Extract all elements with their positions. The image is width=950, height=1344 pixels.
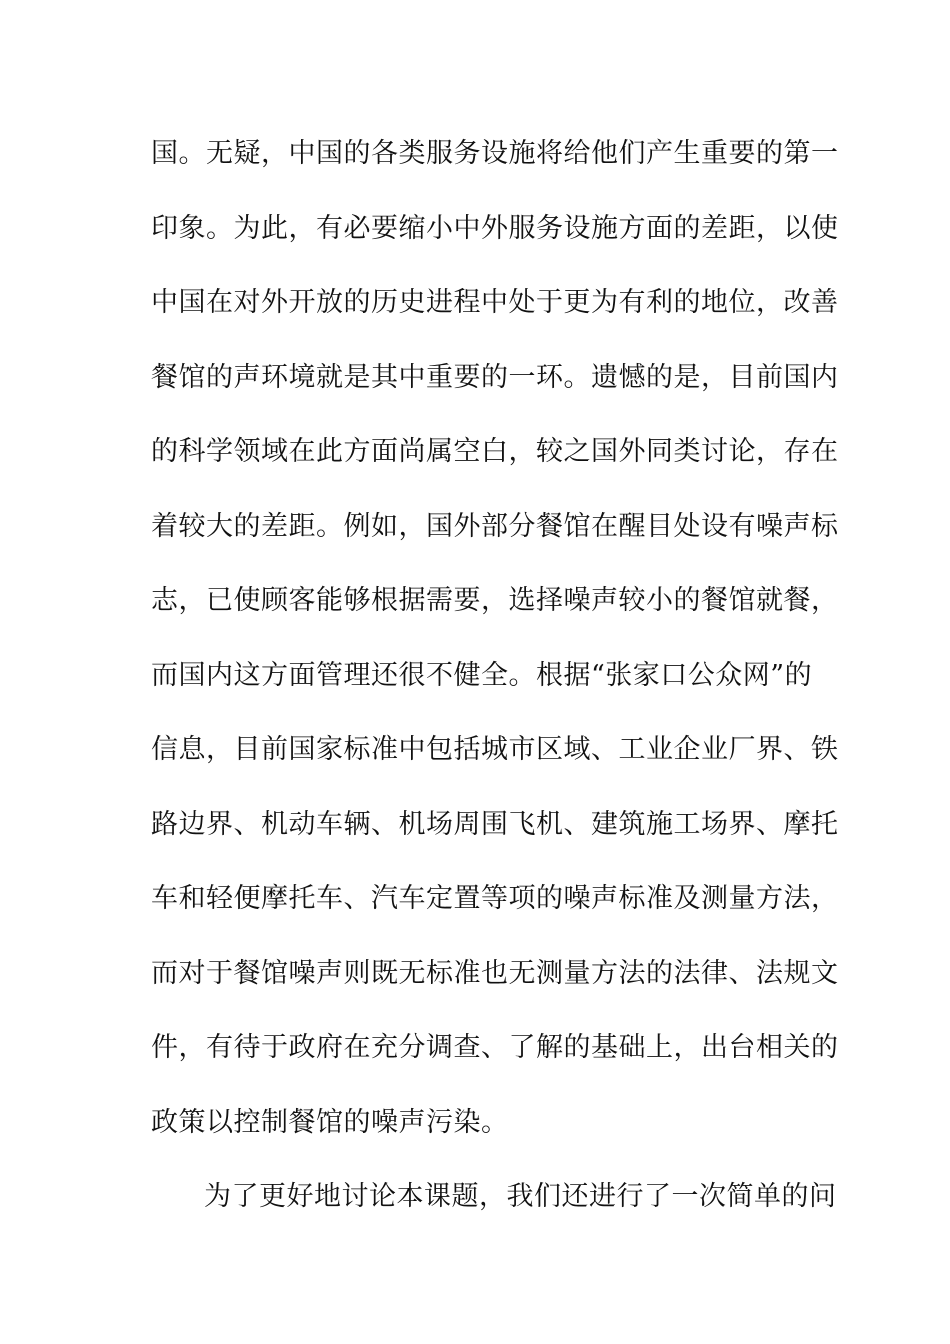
text-line: 车和轻便摩托车、汽车定置等项的噪声标准及测量方法， [151, 883, 839, 914]
body-text [151, 124, 839, 1242]
text-line: 政策以控制餐馆的噪声污染。 [151, 1106, 509, 1138]
text-line: 而国内这方面管理还很不健全。根据“张家口公众网”的 [151, 659, 813, 691]
text-line: 餐馆的声环境就是其中重要的一环。遗憾的是，目前国内 [151, 361, 839, 393]
paragraph-start-line: 为了更好地讨论本课题，我们还进行了一次简单的问 [204, 1181, 837, 1212]
text-line: 中国在对外开放的历史进程中处于更为有利的地位，改善 [151, 287, 839, 318]
text-line: 的科学领域在此方面尚属空白，较之国外同类讨论，存在 [151, 436, 839, 467]
text-line: 印象。为此，有必要缩小中外服务设施方面的差距，以使 [151, 212, 839, 244]
text-line: 着较大的差距。例如，国外部分餐馆在醒目处设有噪声标 [151, 510, 839, 542]
text-line: 志，已使顾客能够根据需要，选择噪声较小的餐馆就餐， [151, 585, 839, 616]
text-line: 国。无疑，中国的各类服务设施将给他们产生重要的第一 [151, 138, 839, 169]
text-line: 路边界、机动车辆、机场周围飞机、建筑施工场界、摩托 [151, 808, 839, 840]
text-line: 而对于餐馆噪声则既无标准也无测量方法的法律、法规文 [151, 957, 839, 989]
text-line: 信息，目前国家标准中包括城市区域、工业企业厂界、铁 [151, 734, 839, 765]
text-line: 件，有待于政府在充分调查、了解的基础上，出台相关的 [151, 1032, 839, 1063]
